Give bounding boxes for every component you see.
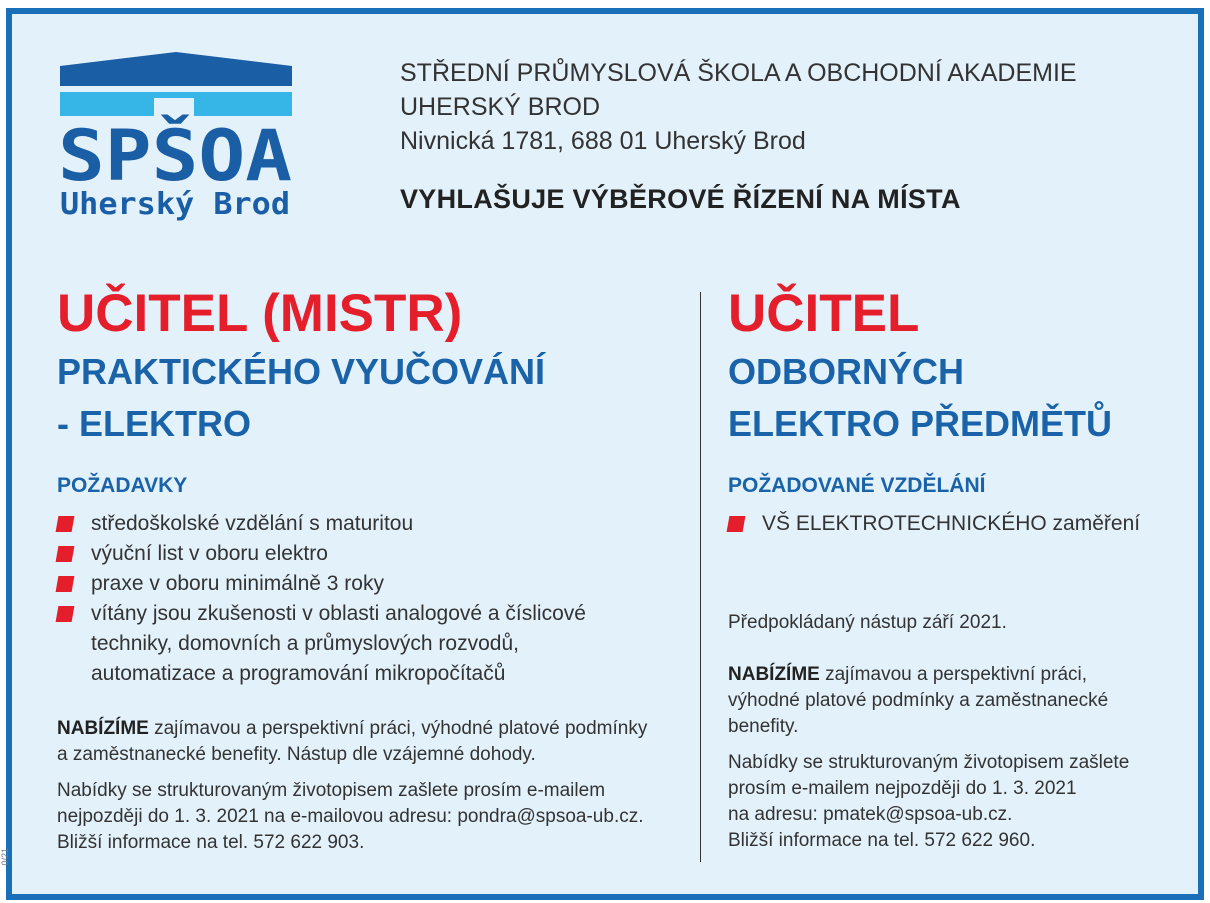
- right-subtitle-line2: ELEKTRO PŘEDMĚTŮ: [728, 403, 1113, 444]
- bullet-square-icon: [727, 516, 746, 532]
- school-logo: [54, 42, 294, 222]
- start-note: Předpokládaný nástup září 2021.: [728, 612, 1007, 633]
- bullet-square-icon: [56, 516, 75, 532]
- column-divider: [700, 292, 701, 862]
- right-offer: NABÍZÍME zajímavou a perspektivní práci, výhodné platové podmínky a zaměstnanecké benefity.: [728, 664, 1109, 737]
- bullet-square-icon: [56, 606, 75, 622]
- list-item: středoškolské vzdělání s maturitou: [57, 509, 687, 539]
- left-offer: NABÍZÍME zajímavou a perspektivní práci, výhodné platové podmínky a zaměstnanecké benefity. Nástup dle vzájemné dohody.: [57, 718, 648, 765]
- right-offer-bold: NABÍZÍME: [728, 664, 820, 685]
- requirements-list: [57, 509, 687, 689]
- school-name-line2: UHERSKÝ BROD: [400, 93, 601, 121]
- side-mark: 0/21: [0, 848, 10, 866]
- right-job-subtitle: [728, 346, 1112, 450]
- school-address: Nivnická 1781, 688 01 Uherský Brod: [400, 127, 806, 155]
- logo-roof-dark: [60, 52, 292, 86]
- logo-sub-text: Uherský Brod: [60, 187, 290, 222]
- right-subtitle-line1: ODBORNÝCH: [728, 351, 965, 392]
- right-contact: Nabídky se strukturovaným životopisem zašlete prosím e-mailem nejpozději do 1. 3. 2021 na adresu: pmatek@spsoa-ub.cz. Bližší informace na tel. 572 622 960.: [728, 752, 1130, 851]
- left-contact: Nabídky se strukturovaným životopisem zašlete prosím e-mailem nejpozději do 1. 3. 2021 na e-mailovou adresu: pondra@spsoa-ub.cz. Bližší informace na tel. 572 622 903.: [57, 780, 644, 853]
- bullet-square-icon: [56, 576, 75, 592]
- education-list: [728, 509, 1178, 539]
- education-heading: POŽADOVANÉ VZDĚLÁNÍ: [728, 474, 986, 497]
- logo-main-text: SPŠOA: [58, 115, 292, 197]
- school-info: [400, 56, 1077, 158]
- left-job-title: UČITEL (MISTR): [57, 284, 463, 343]
- right-job-title: UČITEL: [728, 284, 920, 343]
- requirements-heading: POŽADAVKY: [57, 474, 188, 497]
- left-subtitle-line2: - ELEKTRO: [57, 403, 251, 444]
- list-item: výuční list v oboru elektro: [57, 539, 687, 569]
- left-subtitle-line1: PRAKTICKÉHO VYUČOVÁNÍ: [57, 351, 546, 392]
- left-job-subtitle: [57, 346, 545, 450]
- list-item: VŠ ELEKTROTECHNICKÉHO zaměření: [728, 509, 1178, 539]
- list-item: vítány jsou zkušenosti v oblasti analogové a číslicové techniky, domovních a průmyslových rozvodů, automatizace a programování mikropočítačů: [57, 599, 687, 689]
- announcement: VYHLAŠUJE VÝBĚROVÉ ŘÍZENÍ NA MÍSTA: [400, 184, 961, 214]
- school-name-line1: STŘEDNÍ PRŮMYSLOVÁ ŠKOLA A OBCHODNÍ AKADEMIE: [400, 59, 1077, 87]
- left-offer-bold: NABÍZÍME: [57, 718, 149, 739]
- list-item: praxe v oboru minimálně 3 roky: [57, 569, 687, 599]
- bullet-square-icon: [56, 546, 75, 562]
